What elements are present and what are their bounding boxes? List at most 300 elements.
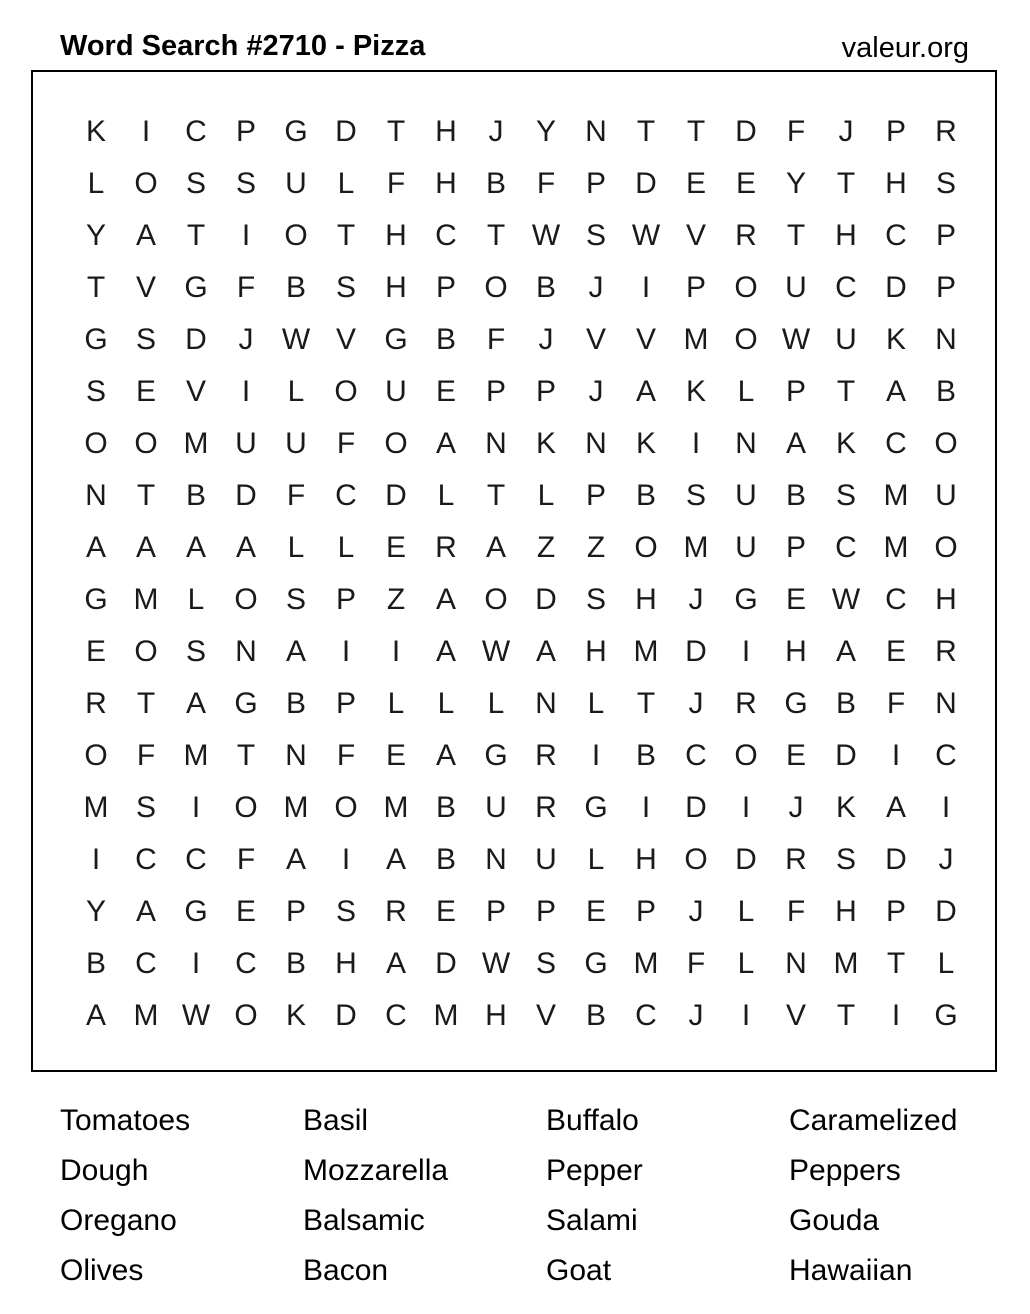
grid-letter[interactable]: E — [585, 895, 606, 928]
grid-letter[interactable]: T — [636, 687, 656, 720]
grid-letter[interactable]: H — [785, 635, 807, 668]
grid-letter[interactable]: J — [688, 999, 704, 1032]
grid-letter[interactable]: O — [84, 739, 108, 772]
grid-letter[interactable]: F — [886, 687, 906, 720]
grid-letter[interactable]: T — [236, 739, 256, 772]
grid-letter[interactable]: D — [685, 791, 707, 824]
grid-letter[interactable]: A — [485, 531, 506, 564]
grid-letter[interactable]: L — [287, 531, 305, 564]
grid-letter[interactable]: G — [384, 323, 408, 356]
grid-letter[interactable]: F — [336, 739, 356, 772]
grid-letter[interactable]: U — [285, 167, 307, 200]
grid-letter[interactable]: Y — [85, 895, 106, 928]
grid-letter[interactable]: M — [683, 323, 709, 356]
grid-letter[interactable]: B — [835, 687, 856, 720]
grid-letter[interactable]: E — [785, 739, 806, 772]
grid-letter[interactable]: O — [334, 791, 358, 824]
grid-letter[interactable]: K — [635, 427, 656, 460]
grid-letter[interactable]: G — [184, 271, 208, 304]
grid-letter[interactable]: D — [385, 479, 407, 512]
grid-letter[interactable]: N — [935, 323, 957, 356]
grid-letter[interactable]: B — [285, 271, 306, 304]
grid-letter[interactable]: T — [486, 219, 506, 252]
grid-letter[interactable]: O — [734, 323, 758, 356]
grid-letter[interactable]: E — [435, 895, 456, 928]
grid-letter[interactable]: E — [385, 531, 406, 564]
grid-letter[interactable]: I — [641, 791, 651, 824]
grid-letter[interactable]: T — [336, 219, 356, 252]
grid-letter[interactable]: P — [885, 895, 906, 928]
grid-letter[interactable]: A — [435, 635, 456, 668]
grid-letter[interactable]: L — [287, 375, 305, 408]
grid-letter[interactable]: H — [935, 583, 957, 616]
grid-letter[interactable]: G — [584, 791, 608, 824]
grid-letter[interactable]: W — [481, 947, 511, 980]
grid-letter[interactable]: A — [135, 531, 156, 564]
grid-letter[interactable]: A — [835, 635, 856, 668]
grid-letter[interactable]: A — [435, 427, 456, 460]
grid-letter[interactable]: T — [836, 999, 856, 1032]
grid-letter[interactable]: P — [485, 375, 506, 408]
grid-letter[interactable]: A — [235, 531, 256, 564]
grid-letter[interactable]: N — [935, 687, 957, 720]
grid-letter[interactable]: G — [734, 583, 758, 616]
grid-letter[interactable]: P — [585, 167, 606, 200]
grid-letter[interactable]: I — [341, 635, 351, 668]
grid-letter[interactable]: F — [136, 739, 156, 772]
grid-letter[interactable]: F — [336, 427, 356, 460]
grid-letter[interactable]: O — [734, 271, 758, 304]
grid-letter[interactable]: I — [691, 427, 701, 460]
grid-letter[interactable]: M — [883, 531, 909, 564]
grid-letter[interactable]: I — [591, 739, 601, 772]
grid-letter[interactable]: D — [885, 843, 907, 876]
grid-letter[interactable]: C — [635, 999, 657, 1032]
grid-letter[interactable]: F — [486, 323, 506, 356]
grid-letter[interactable]: P — [435, 271, 456, 304]
grid-letter[interactable]: H — [485, 999, 507, 1032]
grid-letter[interactable]: D — [735, 843, 757, 876]
grid-letter[interactable]: T — [136, 687, 156, 720]
grid-letter[interactable]: J — [238, 323, 254, 356]
grid-letter[interactable]: N — [485, 427, 507, 460]
grid-letter[interactable]: L — [387, 687, 405, 720]
grid-letter[interactable]: J — [838, 115, 854, 148]
grid-letter[interactable]: U — [785, 271, 807, 304]
grid-letter[interactable]: Z — [536, 531, 556, 564]
grid-letter[interactable]: L — [437, 687, 455, 720]
grid-letter[interactable]: M — [133, 999, 159, 1032]
grid-letter[interactable]: J — [688, 687, 704, 720]
grid-letter[interactable]: C — [885, 219, 907, 252]
grid-letter[interactable]: M — [283, 791, 309, 824]
grid-letter[interactable]: B — [285, 687, 306, 720]
grid-letter[interactable]: J — [938, 843, 954, 876]
grid-letter[interactable]: F — [286, 479, 306, 512]
grid-letter[interactable]: V — [685, 219, 706, 252]
grid-letter[interactable]: H — [885, 167, 907, 200]
grid-letter[interactable]: V — [535, 999, 556, 1032]
grid-letter[interactable]: S — [835, 479, 856, 512]
grid-letter[interactable]: H — [635, 583, 657, 616]
grid-letter[interactable]: A — [785, 427, 806, 460]
grid-letter[interactable]: B — [185, 479, 206, 512]
grid-letter[interactable]: O — [684, 843, 708, 876]
grid-letter[interactable]: O — [134, 167, 158, 200]
grid-letter[interactable]: N — [85, 479, 107, 512]
grid-letter[interactable]: L — [537, 479, 555, 512]
grid-letter[interactable]: R — [535, 791, 557, 824]
grid-letter[interactable]: J — [538, 323, 554, 356]
grid-letter[interactable]: R — [385, 895, 407, 928]
grid-letter[interactable]: A — [85, 999, 106, 1032]
grid-letter[interactable]: S — [835, 843, 856, 876]
grid-letter[interactable]: O — [484, 271, 508, 304]
grid-letter[interactable]: L — [337, 531, 355, 564]
grid-letter[interactable]: S — [85, 375, 106, 408]
grid-letter[interactable]: W — [831, 583, 861, 616]
grid-letter[interactable]: V — [635, 323, 656, 356]
grid-letter[interactable]: D — [435, 947, 457, 980]
grid-letter[interactable]: M — [883, 479, 909, 512]
grid-letter[interactable]: S — [135, 323, 156, 356]
grid-letter[interactable]: J — [488, 115, 504, 148]
grid-letter[interactable]: O — [634, 531, 658, 564]
grid-letter[interactable]: I — [391, 635, 401, 668]
grid-letter[interactable]: C — [885, 583, 907, 616]
grid-letter[interactable]: S — [935, 167, 956, 200]
grid-letter[interactable]: F — [786, 895, 806, 928]
grid-letter[interactable]: W — [181, 999, 211, 1032]
grid-letter[interactable]: J — [588, 375, 604, 408]
grid-letter[interactable]: B — [535, 271, 556, 304]
grid-letter[interactable]: M — [833, 947, 859, 980]
grid-letter[interactable]: P — [885, 115, 906, 148]
grid-letter[interactable]: O — [384, 427, 408, 460]
grid-letter[interactable]: C — [185, 115, 207, 148]
grid-letter[interactable]: L — [187, 583, 205, 616]
grid-letter[interactable]: T — [486, 479, 506, 512]
grid-letter[interactable]: C — [135, 843, 157, 876]
grid-letter[interactable]: D — [885, 271, 907, 304]
grid-letter[interactable]: T — [86, 271, 106, 304]
grid-letter[interactable]: D — [335, 999, 357, 1032]
grid-letter[interactable]: M — [683, 531, 709, 564]
grid-letter[interactable]: N — [285, 739, 307, 772]
grid-letter[interactable]: C — [435, 219, 457, 252]
grid-letter[interactable]: R — [85, 687, 107, 720]
grid-letter[interactable]: S — [585, 583, 606, 616]
grid-letter[interactable]: K — [835, 791, 856, 824]
grid-letter[interactable]: L — [737, 895, 755, 928]
grid-letter[interactable]: T — [836, 375, 856, 408]
grid-letter[interactable]: C — [335, 479, 357, 512]
grid-letter[interactable]: A — [285, 843, 306, 876]
grid-letter[interactable]: E — [385, 739, 406, 772]
grid-letter[interactable]: G — [934, 999, 958, 1032]
grid-letter[interactable]: W — [781, 323, 811, 356]
grid-letter[interactable]: V — [335, 323, 356, 356]
grid-letter[interactable]: O — [934, 531, 958, 564]
grid-letter[interactable]: W — [531, 219, 561, 252]
grid-letter[interactable]: Y — [85, 219, 106, 252]
grid-letter[interactable]: M — [633, 635, 659, 668]
grid-letter[interactable]: C — [185, 843, 207, 876]
grid-letter[interactable]: M — [183, 427, 209, 460]
grid-letter[interactable]: L — [487, 687, 505, 720]
grid-letter[interactable]: L — [737, 375, 755, 408]
grid-letter[interactable]: T — [786, 219, 806, 252]
grid-letter[interactable]: B — [285, 947, 306, 980]
grid-letter[interactable]: J — [788, 791, 804, 824]
grid-letter[interactable]: O — [134, 635, 158, 668]
grid-letter[interactable]: S — [185, 167, 206, 200]
grid-letter[interactable]: A — [885, 375, 906, 408]
grid-letter[interactable]: M — [383, 791, 409, 824]
grid-letter[interactable]: T — [636, 115, 656, 148]
grid-letter[interactable]: D — [835, 739, 857, 772]
grid-letter[interactable]: N — [585, 115, 607, 148]
grid-letter[interactable]: H — [385, 271, 407, 304]
grid-letter[interactable]: A — [435, 739, 456, 772]
grid-letter[interactable]: I — [241, 375, 251, 408]
grid-letter[interactable]: T — [186, 219, 206, 252]
grid-letter[interactable]: U — [935, 479, 957, 512]
grid-letter[interactable]: O — [334, 375, 358, 408]
grid-letter[interactable]: M — [83, 791, 109, 824]
grid-letter[interactable]: E — [735, 167, 756, 200]
grid-letter[interactable]: D — [535, 583, 557, 616]
grid-letter[interactable]: M — [633, 947, 659, 980]
grid-letter[interactable]: A — [635, 375, 656, 408]
grid-letter[interactable]: L — [587, 687, 605, 720]
grid-letter[interactable]: V — [585, 323, 606, 356]
grid-letter[interactable]: A — [385, 947, 406, 980]
grid-letter[interactable]: R — [735, 219, 757, 252]
grid-letter[interactable]: P — [935, 219, 956, 252]
grid-letter[interactable]: O — [234, 791, 258, 824]
grid-letter[interactable]: E — [885, 635, 906, 668]
grid-letter[interactable]: G — [84, 583, 108, 616]
grid-letter[interactable]: T — [686, 115, 706, 148]
grid-letter[interactable]: P — [535, 375, 556, 408]
grid-letter[interactable]: P — [685, 271, 706, 304]
grid-letter[interactable]: P — [785, 375, 806, 408]
grid-letter[interactable]: O — [734, 739, 758, 772]
grid-letter[interactable]: U — [735, 479, 757, 512]
grid-letter[interactable]: D — [685, 635, 707, 668]
grid-letter[interactable]: R — [535, 739, 557, 772]
grid-letter[interactable]: N — [535, 687, 557, 720]
grid-letter[interactable]: R — [935, 115, 957, 148]
grid-letter[interactable]: F — [236, 843, 256, 876]
grid-letter[interactable]: E — [135, 375, 156, 408]
grid-letter[interactable]: L — [437, 479, 455, 512]
grid-letter[interactable]: H — [835, 219, 857, 252]
grid-letter[interactable]: P — [935, 271, 956, 304]
grid-letter[interactable]: S — [335, 271, 356, 304]
grid-letter[interactable]: P — [635, 895, 656, 928]
grid-letter[interactable]: I — [741, 635, 751, 668]
grid-letter[interactable]: C — [385, 999, 407, 1032]
grid-letter[interactable]: O — [234, 999, 258, 1032]
grid-letter[interactable]: E — [235, 895, 256, 928]
grid-letter[interactable]: W — [481, 635, 511, 668]
grid-letter[interactable]: S — [335, 895, 356, 928]
grid-letter[interactable]: J — [688, 583, 704, 616]
grid-letter[interactable]: A — [185, 531, 206, 564]
grid-letter[interactable]: D — [935, 895, 957, 928]
grid-letter[interactable]: B — [785, 479, 806, 512]
grid-letter[interactable]: H — [435, 167, 457, 200]
grid-letter[interactable]: D — [335, 115, 357, 148]
grid-letter[interactable]: I — [191, 791, 201, 824]
grid-letter[interactable]: S — [685, 479, 706, 512]
grid-letter[interactable]: A — [535, 635, 556, 668]
grid-letter[interactable]: A — [135, 219, 156, 252]
grid-letter[interactable]: F — [236, 271, 256, 304]
grid-letter[interactable]: G — [784, 687, 808, 720]
grid-letter[interactable]: C — [235, 947, 257, 980]
grid-letter[interactable]: O — [84, 427, 108, 460]
grid-letter[interactable]: W — [631, 219, 661, 252]
grid-letter[interactable]: M — [183, 739, 209, 772]
grid-letter[interactable]: S — [285, 583, 306, 616]
grid-letter[interactable]: T — [836, 167, 856, 200]
grid-letter[interactable]: P — [235, 115, 256, 148]
grid-letter[interactable]: E — [85, 635, 106, 668]
grid-letter[interactable]: R — [935, 635, 957, 668]
grid-letter[interactable]: A — [85, 531, 106, 564]
grid-letter[interactable]: I — [241, 219, 251, 252]
grid-letter[interactable]: B — [435, 843, 456, 876]
grid-letter[interactable]: N — [235, 635, 257, 668]
grid-letter[interactable]: F — [786, 115, 806, 148]
grid-letter[interactable]: A — [285, 635, 306, 668]
grid-letter[interactable]: F — [386, 167, 406, 200]
grid-letter[interactable]: H — [335, 947, 357, 980]
grid-letter[interactable]: S — [135, 791, 156, 824]
grid-letter[interactable]: C — [935, 739, 957, 772]
grid-letter[interactable]: P — [335, 583, 356, 616]
grid-letter[interactable]: V — [185, 375, 206, 408]
grid-letter[interactable]: H — [385, 219, 407, 252]
grid-letter[interactable]: U — [235, 427, 257, 460]
grid-letter[interactable]: I — [91, 843, 101, 876]
grid-letter[interactable]: H — [835, 895, 857, 928]
grid-letter[interactable]: D — [185, 323, 207, 356]
grid-letter[interactable]: L — [737, 947, 755, 980]
grid-letter[interactable]: F — [536, 167, 556, 200]
grid-letter[interactable]: I — [741, 999, 751, 1032]
grid-letter[interactable]: Z — [386, 583, 406, 616]
grid-letter[interactable]: K — [85, 115, 106, 148]
grid-letter[interactable]: Y — [785, 167, 806, 200]
grid-letter[interactable]: O — [484, 583, 508, 616]
grid-letter[interactable]: O — [284, 219, 308, 252]
grid-letter[interactable]: D — [735, 115, 757, 148]
grid-letter[interactable]: S — [535, 947, 556, 980]
grid-letter[interactable]: T — [136, 479, 156, 512]
grid-letter[interactable]: U — [285, 427, 307, 460]
grid-letter[interactable]: N — [735, 427, 757, 460]
grid-letter[interactable]: C — [135, 947, 157, 980]
grid-letter[interactable]: O — [134, 427, 158, 460]
grid-letter[interactable]: V — [785, 999, 806, 1032]
grid-letter[interactable]: R — [735, 687, 757, 720]
grid-letter[interactable]: R — [785, 843, 807, 876]
grid-letter[interactable]: C — [835, 531, 857, 564]
grid-letter[interactable]: A — [135, 895, 156, 928]
grid-letter[interactable]: A — [185, 687, 206, 720]
grid-letter[interactable]: C — [685, 739, 707, 772]
grid-letter[interactable]: G — [234, 687, 258, 720]
grid-letter[interactable]: B — [935, 375, 956, 408]
grid-letter[interactable]: I — [341, 843, 351, 876]
grid-letter[interactable]: P — [335, 687, 356, 720]
grid-letter[interactable]: Y — [535, 115, 556, 148]
grid-letter[interactable]: K — [285, 999, 306, 1032]
grid-letter[interactable]: L — [937, 947, 955, 980]
grid-letter[interactable]: I — [641, 271, 651, 304]
grid-letter[interactable]: E — [435, 375, 456, 408]
grid-letter[interactable]: U — [385, 375, 407, 408]
grid-letter[interactable]: D — [635, 167, 657, 200]
grid-letter[interactable]: B — [435, 323, 456, 356]
grid-letter[interactable]: I — [191, 947, 201, 980]
grid-letter[interactable]: H — [585, 635, 607, 668]
grid-letter[interactable]: F — [686, 947, 706, 980]
grid-letter[interactable]: I — [891, 739, 901, 772]
grid-letter[interactable]: C — [835, 271, 857, 304]
grid-letter[interactable]: A — [885, 791, 906, 824]
grid-letter[interactable]: U — [485, 791, 507, 824]
grid-letter[interactable]: T — [886, 947, 906, 980]
grid-letter[interactable]: M — [433, 999, 459, 1032]
grid-letter[interactable]: K — [835, 427, 856, 460]
grid-letter[interactable]: G — [584, 947, 608, 980]
grid-letter[interactable]: B — [85, 947, 106, 980]
grid-letter[interactable]: P — [535, 895, 556, 928]
grid-letter[interactable]: I — [941, 791, 951, 824]
grid-letter[interactable]: R — [435, 531, 457, 564]
grid-letter[interactable]: N — [785, 947, 807, 980]
grid-letter[interactable]: L — [587, 843, 605, 876]
grid-letter[interactable]: H — [435, 115, 457, 148]
grid-letter[interactable]: I — [141, 115, 151, 148]
grid-letter[interactable]: L — [87, 167, 105, 200]
grid-letter[interactable]: U — [535, 843, 557, 876]
grid-letter[interactable]: S — [235, 167, 256, 200]
grid-letter[interactable]: E — [785, 583, 806, 616]
grid-letter[interactable]: B — [585, 999, 606, 1032]
grid-letter[interactable]: S — [185, 635, 206, 668]
grid-letter[interactable]: G — [84, 323, 108, 356]
grid-letter[interactable]: N — [485, 843, 507, 876]
grid-letter[interactable]: I — [891, 999, 901, 1032]
grid-letter[interactable]: N — [585, 427, 607, 460]
grid-letter[interactable]: I — [741, 791, 751, 824]
grid-letter[interactable]: B — [635, 479, 656, 512]
grid-letter[interactable]: O — [234, 583, 258, 616]
grid-letter[interactable]: G — [284, 115, 308, 148]
grid-letter[interactable]: P — [285, 895, 306, 928]
grid-letter[interactable]: V — [135, 271, 156, 304]
grid-letter[interactable]: G — [484, 739, 508, 772]
grid-letter[interactable]: S — [585, 219, 606, 252]
grid-letter[interactable]: P — [785, 531, 806, 564]
grid-letter[interactable]: M — [133, 583, 159, 616]
